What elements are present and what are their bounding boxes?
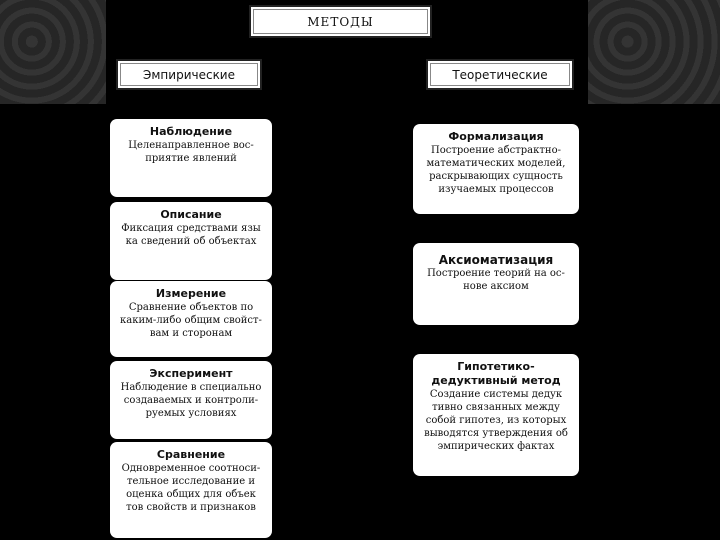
card-observation [110, 119, 272, 197]
card-title: Формализация [448, 130, 544, 143]
card-description: Фиксация средствами язы ка сведений об объектах [121, 223, 261, 247]
card-title: Сравнение [156, 448, 226, 461]
background-ornament-right [588, 0, 720, 104]
card-formalization [413, 124, 579, 214]
card-measurement [110, 281, 272, 357]
card-title: Описание [160, 208, 222, 221]
card-title: Гипотетико- дедуктивный метод [431, 360, 561, 387]
card-description: Сравнение объектов по каким-либо общим свойст- вам и сторонам [120, 302, 262, 339]
card-description-method [110, 202, 272, 280]
card-title: Наблюдение [149, 125, 233, 138]
card-hypothetico-deductive [413, 354, 579, 476]
card-experiment [110, 361, 272, 439]
card-description: Целенаправленное вос- приятие явлений [128, 140, 254, 164]
methods-header: МЕТОДЫ [249, 5, 432, 38]
card-title: Эксперимент [149, 367, 233, 380]
card-description: Построение абстрактно- математических моделей, раскрывающих сущность изучаемых процессов [426, 145, 566, 195]
card-axiomatization [413, 243, 579, 325]
empirical-heading: Эмпирические [116, 59, 262, 90]
theoretical-heading: Теоретические [426, 59, 574, 90]
card-description: Построение теорий на ос- нове аксиом [427, 268, 565, 292]
card-comparison [110, 442, 272, 538]
background-ornament-left [0, 0, 106, 104]
card-description: Наблюдение в специально создаваемых и контроли- руемых условиях [120, 382, 262, 419]
card-description: Одновременное соотноси- тельное исследование и оценка общих для объек тов свойств и признаков [121, 463, 261, 513]
card-title: Аксиоматизация [438, 253, 554, 267]
card-title: Измерение [155, 287, 227, 300]
card-description: Создание системы дедук тивно связанных между собой гипотез, из которых выводятся утверждения об эмпирических фактах [424, 389, 568, 452]
